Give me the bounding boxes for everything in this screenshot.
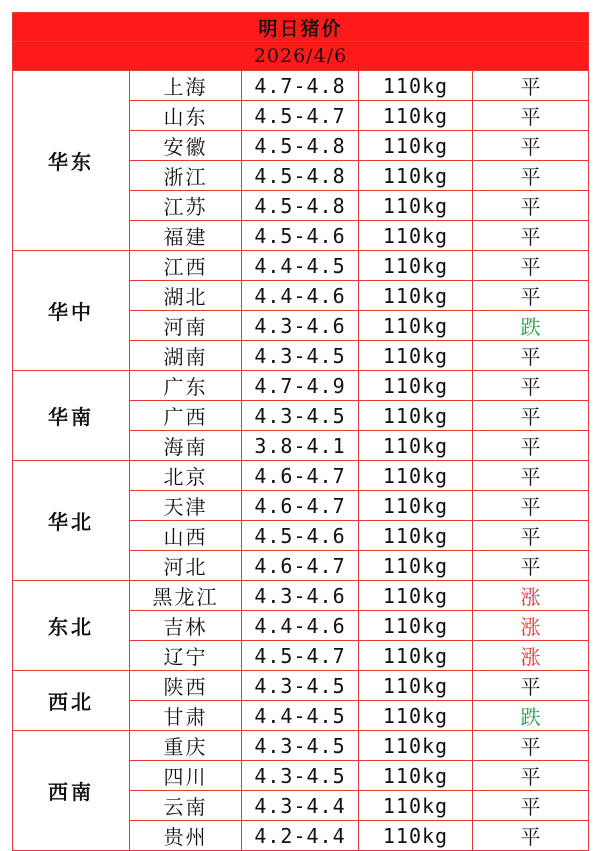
title-row — [13, 13, 589, 42]
price-cell: 4.3-4.4 — [242, 791, 359, 821]
weight-cell: 110kg — [359, 281, 473, 311]
price-cell: 4.3-4.5 — [242, 731, 359, 761]
province-cell: 重庆 — [130, 731, 242, 761]
trend-cell: 平 — [473, 161, 589, 191]
weight-cell: 110kg — [359, 671, 473, 701]
trend-cell: 平 — [473, 281, 589, 311]
weight-cell: 110kg — [359, 251, 473, 281]
region-cell: 华东 — [13, 71, 130, 251]
region-cell: 华北 — [13, 461, 130, 581]
trend-cell: 平 — [473, 341, 589, 371]
weight-cell: 110kg — [359, 521, 473, 551]
table-row — [13, 371, 589, 401]
price-cell: 4.3-4.6 — [242, 311, 359, 341]
province-cell: 安徽 — [130, 131, 242, 161]
trend-cell: 平 — [473, 431, 589, 461]
price-cell: 4.4-4.6 — [242, 281, 359, 311]
trend-cell: 平 — [473, 131, 589, 161]
trend-cell: 平 — [473, 371, 589, 401]
trend-cell: 平 — [473, 101, 589, 131]
weight-cell: 110kg — [359, 431, 473, 461]
province-cell: 吉林 — [130, 611, 242, 641]
region-cell: 西南 — [13, 731, 130, 851]
region-cell: 西北 — [13, 671, 130, 731]
price-cell: 4.3-4.5 — [242, 761, 359, 791]
weight-cell: 110kg — [359, 311, 473, 341]
province-cell: 湖北 — [130, 281, 242, 311]
province-cell: 四川 — [130, 761, 242, 791]
trend-cell: 涨 — [473, 611, 589, 641]
province-cell: 上海 — [130, 71, 242, 101]
trend-cell: 平 — [473, 791, 589, 821]
weight-cell: 110kg — [359, 71, 473, 101]
weight-cell: 110kg — [359, 341, 473, 371]
region-cell: 华南 — [13, 371, 130, 461]
price-cell: 4.6-4.7 — [242, 461, 359, 491]
price-cell: 4.5-4.7 — [242, 641, 359, 671]
price-cell: 4.3-4.5 — [242, 671, 359, 701]
trend-cell: 平 — [473, 761, 589, 791]
weight-cell: 110kg — [359, 491, 473, 521]
province-cell: 甘肃 — [130, 701, 242, 731]
province-cell: 江西 — [130, 251, 242, 281]
province-cell: 辽宁 — [130, 641, 242, 671]
price-cell: 4.3-4.6 — [242, 581, 359, 611]
province-cell: 山西 — [130, 521, 242, 551]
weight-cell: 110kg — [359, 791, 473, 821]
trend-cell: 平 — [473, 821, 589, 851]
trend-cell: 跌 — [473, 311, 589, 341]
region-cell: 华中 — [13, 251, 130, 371]
price-cell: 4.6-4.7 — [242, 551, 359, 581]
weight-cell: 110kg — [359, 701, 473, 731]
table-row — [13, 71, 589, 101]
trend-cell: 平 — [473, 491, 589, 521]
trend-cell: 平 — [473, 461, 589, 491]
weight-cell: 110kg — [359, 221, 473, 251]
price-cell: 4.4-4.6 — [242, 611, 359, 641]
price-table — [12, 12, 589, 851]
weight-cell: 110kg — [359, 191, 473, 221]
trend-cell: 平 — [473, 71, 589, 101]
weight-cell: 110kg — [359, 161, 473, 191]
province-cell: 湖南 — [130, 341, 242, 371]
weight-cell: 110kg — [359, 131, 473, 161]
province-cell: 北京 — [130, 461, 242, 491]
table-title: 明日猪价 — [13, 13, 589, 42]
price-cell: 4.5-4.8 — [242, 191, 359, 221]
pig-price-sheet — [12, 12, 588, 851]
weight-cell: 110kg — [359, 461, 473, 491]
province-cell: 贵州 — [130, 821, 242, 851]
price-cell: 4.6-4.7 — [242, 491, 359, 521]
price-cell: 4.5-4.6 — [242, 521, 359, 551]
trend-cell: 平 — [473, 521, 589, 551]
trend-cell: 涨 — [473, 581, 589, 611]
table-row — [13, 671, 589, 701]
province-cell: 黑龙江 — [130, 581, 242, 611]
trend-cell: 平 — [473, 191, 589, 221]
weight-cell: 110kg — [359, 401, 473, 431]
table-row — [13, 251, 589, 281]
price-cell: 4.4-4.5 — [242, 701, 359, 731]
price-cell: 4.7-4.9 — [242, 371, 359, 401]
price-cell: 4.7-4.8 — [242, 71, 359, 101]
trend-cell: 平 — [473, 731, 589, 761]
trend-cell: 跌 — [473, 701, 589, 731]
weight-cell: 110kg — [359, 641, 473, 671]
weight-cell: 110kg — [359, 551, 473, 581]
province-cell: 江苏 — [130, 191, 242, 221]
trend-cell: 平 — [473, 251, 589, 281]
weight-cell: 110kg — [359, 731, 473, 761]
price-cell: 3.8-4.1 — [242, 431, 359, 461]
price-cell: 4.4-4.5 — [242, 251, 359, 281]
trend-cell: 涨 — [473, 641, 589, 671]
table-date: 2026/4/6 — [13, 42, 589, 71]
weight-cell: 110kg — [359, 371, 473, 401]
province-cell: 山东 — [130, 101, 242, 131]
province-cell: 天津 — [130, 491, 242, 521]
weight-cell: 110kg — [359, 761, 473, 791]
trend-cell: 平 — [473, 671, 589, 701]
weight-cell: 110kg — [359, 101, 473, 131]
price-cell: 4.3-4.5 — [242, 341, 359, 371]
price-cell: 4.5-4.8 — [242, 161, 359, 191]
province-cell: 河北 — [130, 551, 242, 581]
table-row — [13, 461, 589, 491]
province-cell: 河南 — [130, 311, 242, 341]
table-row — [13, 731, 589, 761]
price-cell: 4.5-4.6 — [242, 221, 359, 251]
trend-cell: 平 — [473, 551, 589, 581]
province-cell: 云南 — [130, 791, 242, 821]
province-cell: 海南 — [130, 431, 242, 461]
province-cell: 陕西 — [130, 671, 242, 701]
province-cell: 广东 — [130, 371, 242, 401]
province-cell: 广西 — [130, 401, 242, 431]
trend-cell: 平 — [473, 401, 589, 431]
table-row — [13, 581, 589, 611]
price-cell: 4.3-4.5 — [242, 401, 359, 431]
region-cell: 东北 — [13, 581, 130, 671]
province-cell: 浙江 — [130, 161, 242, 191]
trend-cell: 平 — [473, 221, 589, 251]
weight-cell: 110kg — [359, 611, 473, 641]
province-cell: 福建 — [130, 221, 242, 251]
price-cell: 4.5-4.7 — [242, 101, 359, 131]
weight-cell: 110kg — [359, 821, 473, 851]
price-cell: 4.5-4.8 — [242, 131, 359, 161]
weight-cell: 110kg — [359, 581, 473, 611]
price-cell: 4.2-4.4 — [242, 821, 359, 851]
date-row — [13, 42, 589, 71]
